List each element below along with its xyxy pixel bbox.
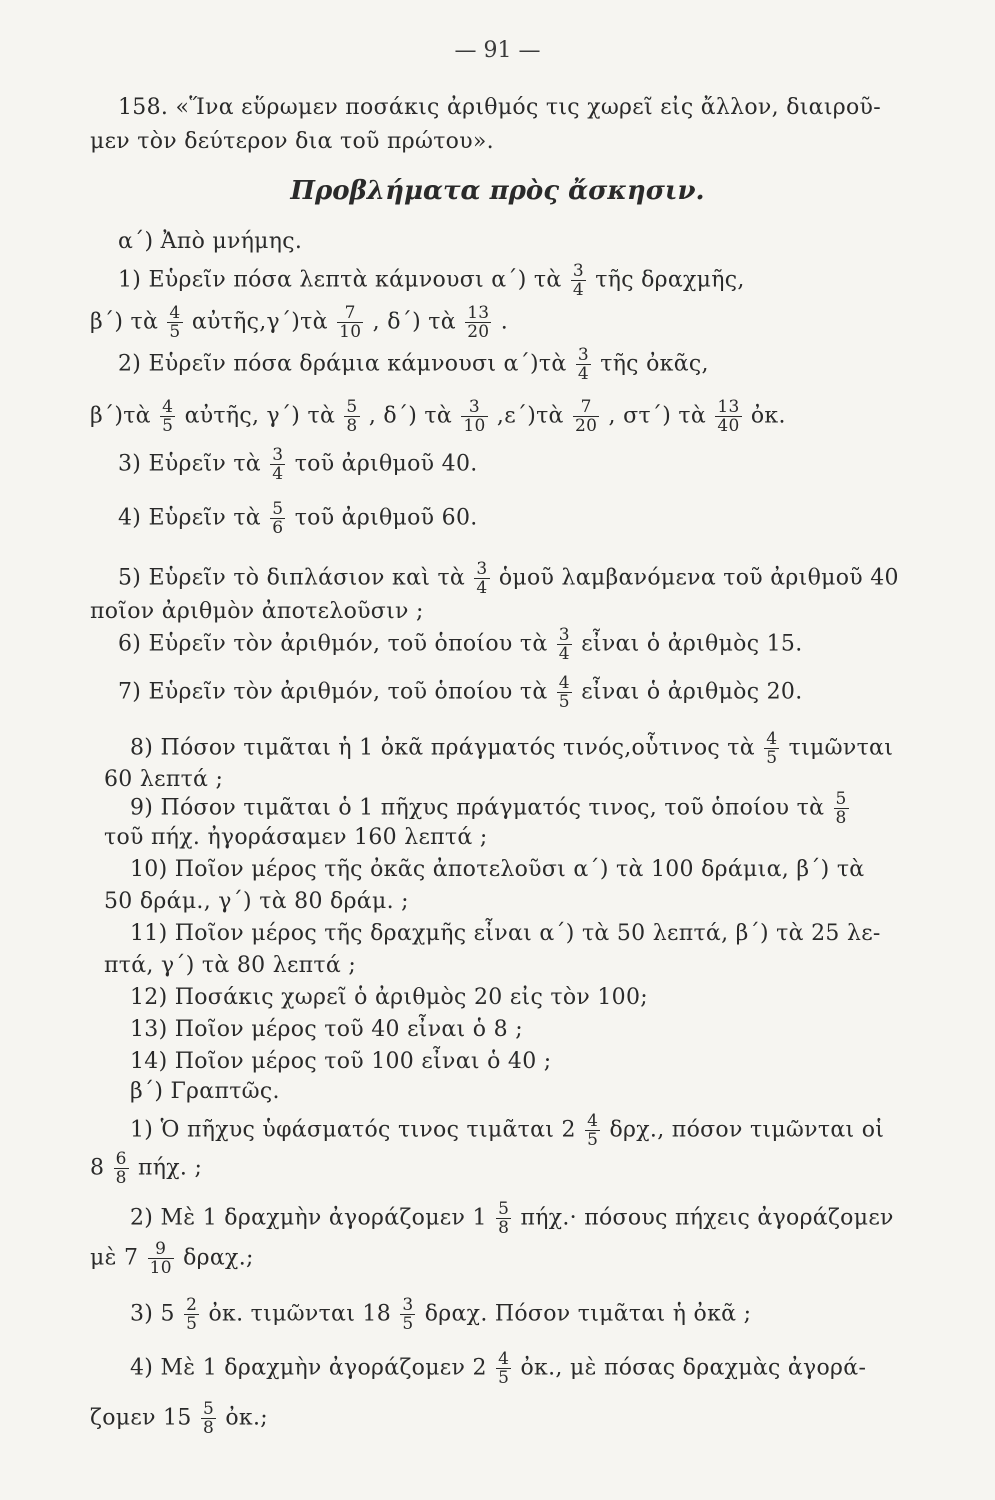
fraction [573, 398, 599, 435]
numerator: 13 [467, 303, 490, 323]
denominator: 10 [339, 322, 362, 342]
fraction [557, 626, 572, 663]
text: , δ΄) τὰ [368, 403, 453, 429]
text: 1) Εὑρεῖν πόσα λεπτὰ κάμνουσι α΄) τὰ [118, 267, 562, 293]
denominator: 8 [498, 1218, 510, 1238]
numerator: 4 [558, 673, 570, 693]
denominator: 4 [476, 578, 488, 598]
denominator: 4 [558, 644, 570, 664]
numerator: 3 [577, 345, 589, 365]
text: τοῦ ἀριθμοῦ 40. [294, 451, 478, 477]
numerator: 3 [461, 398, 487, 417]
denominator: 8 [835, 808, 847, 828]
denominator: 4 [272, 464, 284, 484]
denominator: 4 [572, 280, 584, 300]
text: ὀκ. [750, 403, 786, 429]
denominator: 6 [272, 518, 284, 538]
numerator: 4 [587, 1111, 599, 1131]
problem-2-line-1 [118, 346, 709, 383]
text: μὲ 7 [90, 1245, 139, 1271]
text: ὀκ.; [225, 1405, 268, 1431]
numerator: 13 [717, 397, 740, 417]
numerator: 3 [558, 625, 570, 645]
text: 5) Εὑρεῖν τὸ διπλάσιον καὶ τὰ [118, 565, 466, 591]
denominator: 5 [162, 416, 174, 436]
numerator: 3 [476, 559, 488, 579]
subsection-oral: α΄) Ἀπὸ μνήμης. [118, 229, 303, 254]
numerator: 5 [498, 1199, 510, 1219]
numerator: 7 [337, 304, 363, 323]
fraction [557, 674, 572, 711]
text: πήχ.· πόσους πήχεις ἀγοράζομεν [520, 1205, 894, 1231]
problem-14: 14) Ποῖον μέρος τοῦ 100 εἶναι ὁ 40 ; [130, 1049, 552, 1074]
fraction [184, 1296, 199, 1333]
paragraph-158-line-1: 158. «Ἵνα εὕρωμεν ποσάκις ἀριθμός τις χωρεῖ εἰς ἄλλον, διαιροῦ- [118, 95, 881, 120]
numerator: 3 [572, 261, 584, 281]
text: 1) Ὁ πῆχυς ὑφάσματός τινος τιμᾶται 2 [130, 1117, 576, 1143]
fraction [160, 398, 175, 435]
problem-11-line-1: 11) Ποῖον μέρος τῆς δραχμῆς εἶναι α΄) τὰ 50 λεπτά, β΄) τὰ 25 λε- [130, 921, 881, 946]
numerator: 2 [186, 1295, 198, 1315]
problem-5-line-2: ποῖον ἀριθμὸν ἀποτελοῦσιν ; [90, 599, 424, 624]
text: 2) Εὑρεῖν πόσα δράμια κάμνουσι α΄)τὰ [118, 351, 567, 377]
problem-6 [118, 626, 803, 663]
denominator: 5 [186, 1314, 198, 1334]
text: 8 [90, 1155, 105, 1181]
denominator: 20 [467, 322, 490, 342]
problem-10-line-2: 50 δράμ., γ΄) τὰ 80 δράμ. ; [104, 889, 409, 914]
fraction [834, 790, 849, 827]
written-problem-3 [130, 1296, 751, 1333]
text: 2) Μὲ 1 δραχμὴν ἀγοράζομεν 1 [130, 1205, 487, 1231]
denominator: 8 [202, 1418, 215, 1438]
denominator: 5 [498, 1368, 510, 1388]
text: αὐτῆς,γ΄)τὰ [191, 309, 328, 335]
text: τιμῶνται [788, 735, 894, 761]
text: εἶναι ὁ ἀριθμὸς 15. [581, 631, 803, 657]
text: 4) Μὲ 1 δραχμὴν ἀγοράζομεν 2 [130, 1355, 487, 1381]
written-problem-1-line-1 [130, 1112, 884, 1149]
written-problem-4-line-2 [90, 1400, 268, 1437]
text: ὀκ., μὲ πόσας δραχμὰς ἀγορά- [520, 1355, 867, 1381]
fraction [114, 1150, 129, 1187]
written-problem-2-line-1 [130, 1200, 894, 1237]
fraction [585, 1112, 600, 1149]
problem-5-line-1 [118, 560, 899, 597]
denominator: 40 [717, 416, 740, 436]
denominator: 8 [115, 1168, 127, 1188]
text: αὐτῆς, γ΄) τὰ [184, 403, 336, 429]
fraction [148, 1240, 174, 1277]
numerator: 5 [835, 789, 847, 809]
denominator: 10 [463, 416, 486, 436]
section-heading: Προβλήματα πρὸς ἄσκησιν. [290, 176, 705, 206]
fraction [496, 1350, 511, 1387]
text: , δ΄) τὰ [372, 309, 456, 335]
text: β΄)τὰ [90, 403, 151, 429]
denominator: 5 [558, 692, 570, 712]
paragraph-158-line-2: μεν τὸν δεύτερον δια τοῦ πρώτου». [90, 129, 494, 154]
text: πήχ. ; [138, 1155, 203, 1181]
text: τοῦ ἀριθμοῦ 60. [294, 505, 478, 531]
text: ζομεν 15 [90, 1405, 192, 1431]
text: ,ε΄)τὰ [496, 403, 564, 429]
fraction [400, 1296, 415, 1333]
written-problem-4-line-1 [130, 1350, 866, 1387]
text: 4) Εὑρεῖν τὰ [118, 505, 261, 531]
denominator: 20 [575, 416, 598, 436]
fraction [344, 398, 359, 435]
fraction [474, 560, 489, 597]
fraction [496, 1200, 511, 1237]
fraction [764, 730, 779, 767]
text: 6) Εὑρεῖν τὸν ἀριθμόν, τοῦ ὁποίου τὰ [118, 631, 548, 657]
problem-9-line-1 [130, 790, 851, 827]
fraction [270, 500, 285, 537]
problem-7 [118, 674, 803, 711]
written-problem-2-line-2 [90, 1240, 254, 1277]
fraction [461, 398, 487, 435]
text: 9) Πόσον τιμᾶται ὁ 1 πῆχυς πράγματός τινος, τοῦ ὁποίου τὰ [130, 795, 825, 821]
text: τῆς δραχμῆς, [595, 267, 745, 293]
fraction [201, 1400, 216, 1437]
text: , στ΄) τὰ [608, 403, 707, 429]
numerator: 5 [272, 499, 284, 519]
subsection-written: β΄) Γραπτῶς. [130, 1079, 280, 1104]
fraction [465, 304, 491, 341]
numerator: 4 [498, 1349, 510, 1369]
numerator: 3 [272, 445, 284, 465]
text: ὁμοῦ λαμβανόμενα τοῦ ἀριθμοῦ 40 [498, 565, 899, 591]
text: τῆς ὀκᾶς, [600, 351, 709, 377]
numerator: 7 [573, 398, 599, 417]
text: δραχ. Πόσον τιμᾶται ἡ ὀκᾶ ; [424, 1301, 752, 1327]
fraction [715, 398, 741, 435]
numerator: 5 [202, 1399, 215, 1419]
numerator: 6 [115, 1149, 127, 1169]
page-number: — 91 — [454, 38, 541, 63]
text: 7) Εὑρεῖν τὸν ἀριθμόν, τοῦ ὁποίου τὰ [118, 679, 548, 705]
numerator: 4 [162, 397, 174, 417]
text: εἶναι ὁ ἀριθμὸς 20. [581, 679, 803, 705]
text: 8) Πόσον τιμᾶται ἡ 1 ὀκᾶ πράγματός τινός,οὗτινος τὰ [130, 735, 755, 761]
denominator: 5 [587, 1130, 599, 1150]
problem-11-line-2: πτά, γ΄) τὰ 80 λεπτά ; [104, 953, 357, 978]
problem-9-line-2: τοῦ πήχ. ἠγοράσαμεν 160 λεπτά ; [104, 825, 488, 850]
text: β΄) τὰ [90, 309, 159, 335]
fraction [576, 346, 591, 383]
numerator: 9 [148, 1240, 174, 1259]
problem-2-line-2 [90, 398, 786, 435]
written-problem-1-line-2 [90, 1150, 202, 1187]
denominator: 5 [402, 1314, 414, 1334]
fraction [337, 304, 363, 341]
numerator: 4 [766, 729, 778, 749]
problem-10-line-1: 10) Ποῖον μέρος τῆς ὀκᾶς ἀποτελοῦσι α΄) τὰ 100 δράμια, β΄) τὰ [130, 857, 865, 882]
fraction [167, 304, 182, 341]
problem-13: 13) Ποῖον μέρος τοῦ 40 εἶναι ὁ 8 ; [130, 1017, 523, 1042]
numerator: 3 [402, 1295, 414, 1315]
denominator: 5 [169, 322, 181, 342]
denominator: 5 [766, 748, 778, 768]
denominator: 8 [346, 416, 358, 436]
numerator: 5 [346, 397, 358, 417]
problem-4 [118, 500, 478, 537]
problem-8-line-2: 60 λεπτά ; [104, 767, 224, 792]
problem-1-line-2 [90, 304, 508, 341]
text: . [500, 309, 509, 335]
text: 3) 5 [130, 1301, 175, 1327]
problem-8-line-1 [130, 730, 893, 767]
text: δραχ.; [183, 1245, 254, 1271]
text: 3) Εὑρεῖν τὰ [118, 451, 261, 477]
text: ὀκ. τιμῶνται 18 [208, 1301, 392, 1327]
denominator: 4 [577, 364, 589, 384]
problem-1-line-1 [118, 262, 745, 299]
fraction [571, 262, 586, 299]
problem-12: 12) Ποσάκις χωρεῖ ὁ ἀριθμὸς 20 εἰς τὸν 100; [130, 985, 648, 1010]
problem-3 [118, 446, 478, 483]
denominator: 10 [149, 1258, 172, 1278]
fraction [270, 446, 285, 483]
numerator: 4 [169, 303, 181, 323]
text: δρχ., πόσον τιμῶνται οἱ [609, 1117, 885, 1143]
